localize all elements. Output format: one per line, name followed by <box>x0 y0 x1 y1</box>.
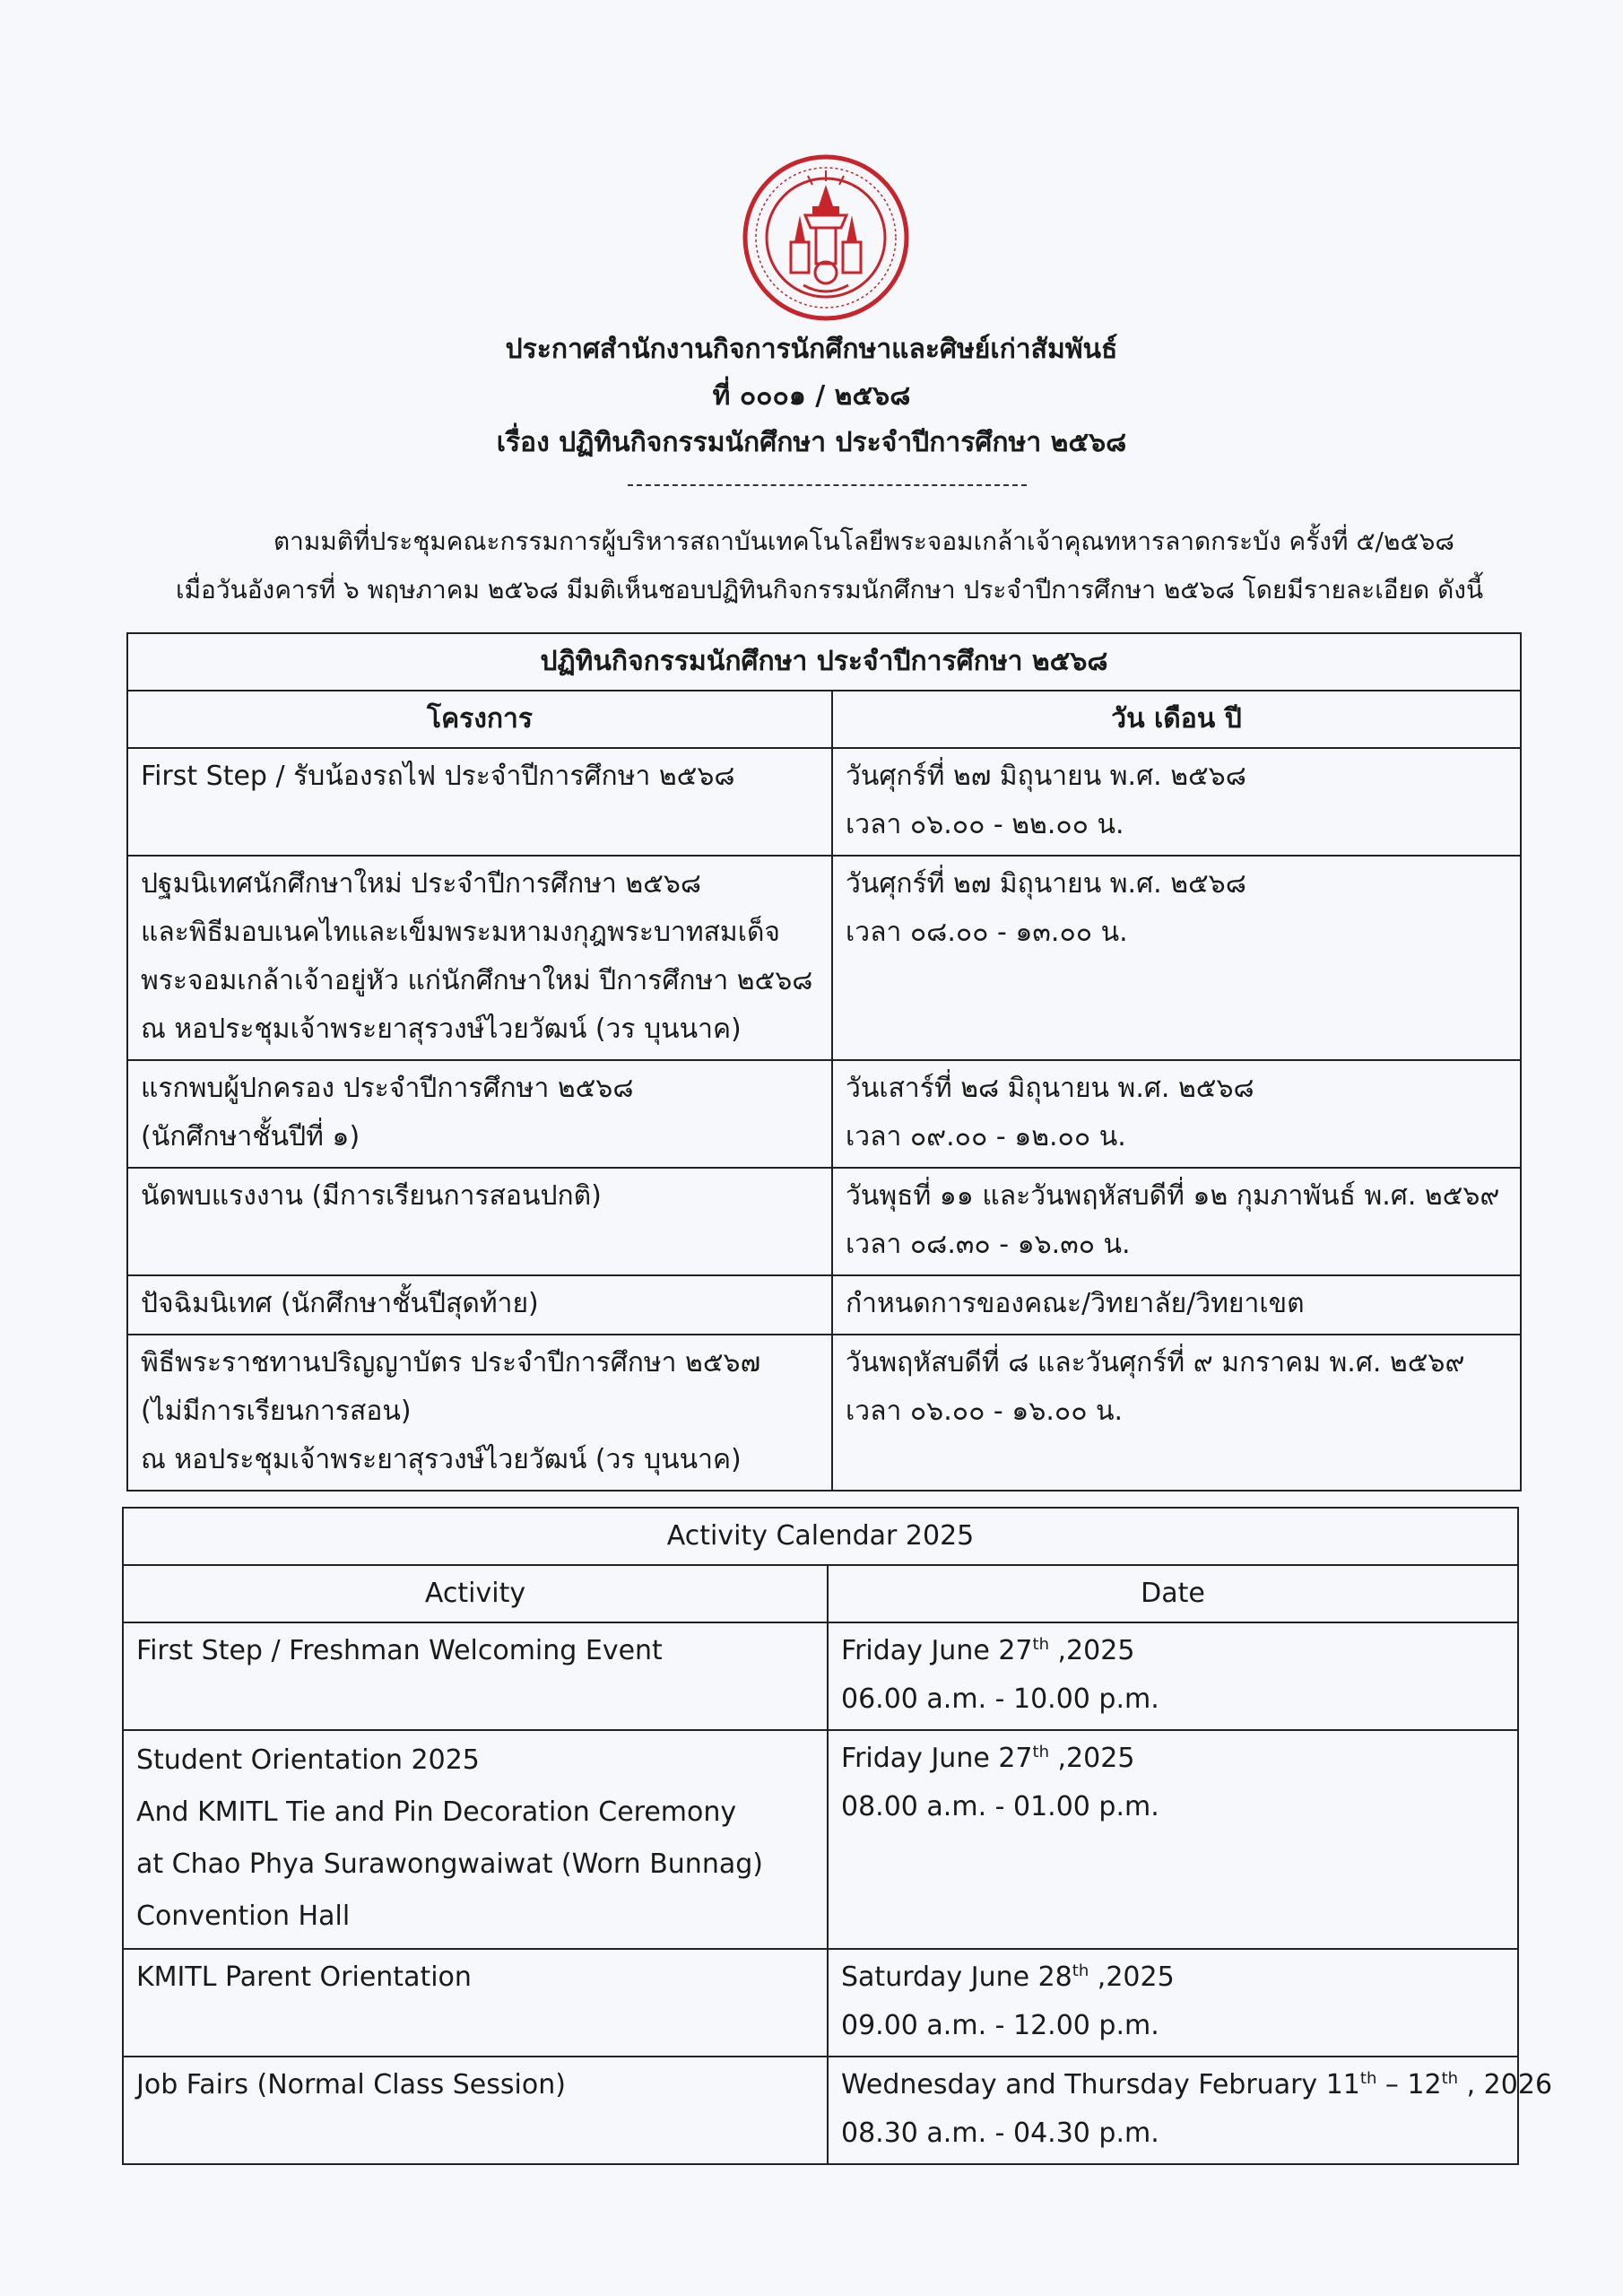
thai-col-project: โครงการ <box>127 691 832 748</box>
table-row <box>127 748 1521 856</box>
table-row <box>127 1168 1521 1275</box>
activity-cell: First Step / Freshman Welcoming Event <box>123 1622 828 1730</box>
announcement-title: ประกาศสำนักงานกิจการนักศึกษาและศิษย์เก่าสัมพันธ์ <box>505 334 1118 365</box>
header-divider <box>628 484 1027 486</box>
english-table-caption: Activity Calendar 2025 <box>123 1508 1518 1565</box>
kmitl-seal-icon <box>741 152 911 323</box>
table-row <box>123 1730 1518 1949</box>
date-line: Saturday June 28th ,2025 <box>841 1961 1175 1993</box>
activity-cell: Student Orientation 2025 And KMITL Tie and Pin Decoration Ceremony at Chao Phya Surawongwaiwat (Worn Bunnag) Convention Hall <box>123 1730 828 1949</box>
date-cell: Friday June 27th ,2025 08.00 a.m. - 01.00 p.m. <box>828 1730 1518 1949</box>
date-cell: กำหนดการของคณะ/วิทยาลัย/วิทยาเขต <box>832 1275 1521 1335</box>
thai-activity-table <box>126 632 1522 1492</box>
announcement-number: ที่ ๐๐๐๑ / ๒๕๖๘ <box>712 380 911 412</box>
project-cell: First Step / รับน้องรถไฟ ประจำปีการศึกษา ๒๕๖๘ <box>127 748 832 856</box>
date-cell: Saturday June 28th ,2025 09.00 a.m. - 12.00 p.m. <box>828 1949 1518 2057</box>
activity-cell: KMITL Parent Orientation <box>123 1949 828 2057</box>
date-cell: วันพฤหัสบดีที่ ๘ และวันศุกร์ที่ ๙ มกราคม พ.ศ. ๒๕๖๙ เวลา ๐๖.๐๐ - ๑๖.๐๐ น. <box>832 1335 1521 1491</box>
date-line: Friday June 27th ,2025 <box>841 1743 1135 1774</box>
english-col-date: Date <box>828 1565 1518 1622</box>
table-row <box>127 1060 1521 1168</box>
english-activity-table <box>122 1507 1553 2165</box>
date-cell: วันศุกร์ที่ ๒๗ มิถุนายน พ.ศ. ๒๕๖๘ เวลา ๐๘.๐๐ - ๑๓.๐๐ น. <box>832 856 1521 1060</box>
date-cell: วันเสาร์ที่ ๒๘ มิถุนายน พ.ศ. ๒๕๖๘ เวลา ๐๙.๐๐ - ๑๒.๐๐ น. <box>832 1060 1521 1168</box>
table-row <box>123 2057 1518 2164</box>
table-row <box>123 1622 1518 1730</box>
thai-col-date: วัน เดือน ปี <box>832 691 1521 748</box>
table-row <box>127 856 1521 1060</box>
date-cell: วันศุกร์ที่ ๒๗ มิถุนายน พ.ศ. ๒๕๖๘ เวลา ๐๖.๐๐ - ๒๒.๐๐ น. <box>832 748 1521 856</box>
date-line: Friday June 27th ,2025 <box>841 1635 1135 1666</box>
date-line: Wednesday and Thursday February 11th – 12th , 2026 <box>841 2069 1553 2100</box>
table-row <box>123 1949 1518 2057</box>
english-col-activity: Activity <box>123 1565 828 1622</box>
date-cell: Friday June 27th ,2025 06.00 a.m. - 10.00 p.m. <box>828 1622 1518 1730</box>
thai-table-caption: ปฏิทินกิจกรรมนักศึกษา ประจำปีการศึกษา ๒๕๖๘ <box>127 633 1521 691</box>
intro-line-1: ตามมติที่ประชุมคณะกรรมการผู้บริหารสถาบันเทคโนโลยีพระจอมเกล้าเจ้าคุณทหารลาดกระบัง ครั้งที่ ๕/๒๕๖๘ <box>273 526 1454 556</box>
project-cell: พิธีพระราชทานปริญญาบัตร ประจำปีการศึกษา ๒๕๖๗ (ไม่มีการเรียนการสอน) ณ หอประชุมเจ้าพระยาสุรวงษ์ไวยวัฒน์ (วร บุนนาค) <box>127 1335 832 1491</box>
announcement-subject: เรื่อง ปฏิทินกิจกรรมนักศึกษา ประจำปีการศึกษา ๒๕๖๘ <box>496 427 1127 458</box>
project-cell: ปฐมนิเทศนักศึกษาใหม่ ประจำปีการศึกษา ๒๕๖๘ และพิธีมอบเนคไทและเข็มพระมหามงกุฎพระบาทสมเด็จ พระจอมเกล้าเจ้าอยู่หัว แก่นักศึกษาใหม่ ปีการศึกษา ๒๕๖๘ ณ หอประชุมเจ้าพระยาสุรวงษ์ไวยวัฒน์ (วร บุนนาค) <box>127 856 832 1060</box>
project-cell: นัดพบแรงงาน (มีการเรียนการสอนปกติ) <box>127 1168 832 1275</box>
project-cell: แรกพบผู้ปกครอง ประจำปีการศึกษา ๒๕๖๘ (นักศึกษาชั้นปีที่ ๑) <box>127 1060 832 1168</box>
intro-line-2: เมื่อวันอังคารที่ ๖ พฤษภาคม ๒๕๖๘ มีมติเห็นชอบปฏิทินกิจกรรมนักศึกษา ประจำปีการศึกษา ๒๕๖๘ โดยมีรายละเอียด ดังนี้ <box>176 575 1484 604</box>
date-cell: Wednesday and Thursday February 11th – 12th , 2026 08.30 a.m. - 04.30 p.m. <box>828 2057 1518 2164</box>
table-row <box>127 1275 1521 1335</box>
project-cell: ปัจฉิมนิเทศ (นักศึกษาชั้นปีสุดท้าย) <box>127 1275 832 1335</box>
date-cell: วันพุธที่ ๑๑ และวันพฤหัสบดีที่ ๑๒ กุมภาพันธ์ พ.ศ. ๒๕๖๙ เวลา ๐๘.๓๐ - ๑๖.๓๐ น. <box>832 1168 1521 1275</box>
table-row <box>127 1335 1521 1491</box>
activity-cell: Job Fairs (Normal Class Session) <box>123 2057 828 2164</box>
